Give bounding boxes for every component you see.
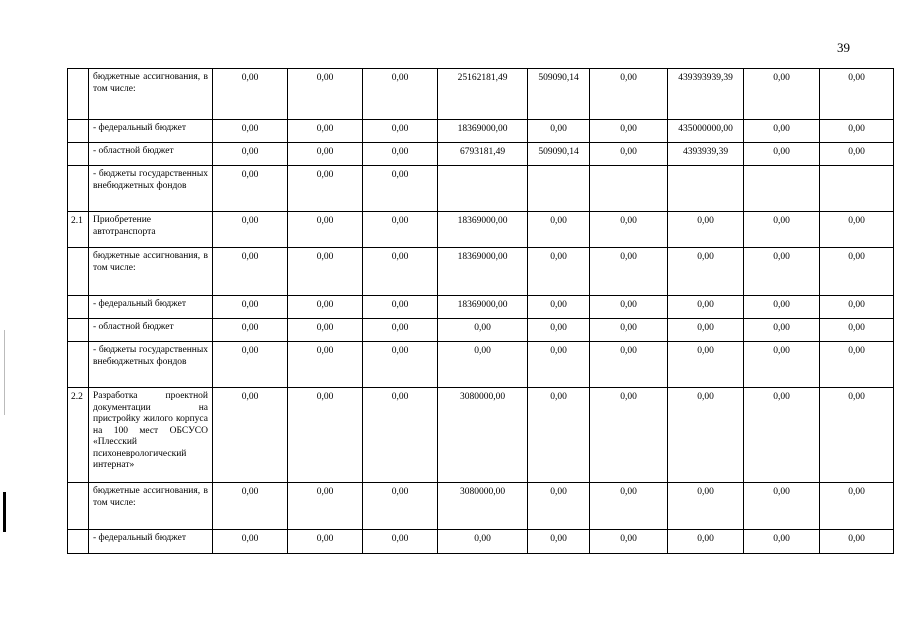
value-cell: 0,00 (820, 143, 894, 166)
row-number-cell: 2.1 (68, 212, 89, 248)
row-number-cell: 2.2 (68, 388, 89, 483)
value-cell: 0,00 (528, 388, 590, 483)
value-cell: 0,00 (668, 483, 744, 530)
table-row (68, 530, 894, 554)
value-cell: 0,00 (363, 212, 438, 248)
row-description-cell: - бюджеты государственных внебюджетных фондов (89, 166, 213, 212)
value-cell: 0,00 (288, 296, 363, 319)
value-cell: 0,00 (288, 69, 363, 120)
value-cell: 0,00 (668, 212, 744, 248)
value-cell: 0,00 (820, 530, 894, 554)
value-cell: 0,00 (213, 296, 288, 319)
value-cell: 6793181,49 (438, 143, 528, 166)
value-cell: 0,00 (213, 319, 288, 342)
value-cell: 0,00 (363, 166, 438, 212)
row-description-cell: - федеральный бюджет (89, 120, 213, 143)
value-cell: 0,00 (820, 212, 894, 248)
value-cell: 18369000,00 (438, 120, 528, 143)
value-cell: 0,00 (288, 143, 363, 166)
value-cell: 18369000,00 (438, 296, 528, 319)
value-cell: 0,00 (668, 342, 744, 388)
scan-edge-mark (4, 330, 5, 415)
value-cell (528, 166, 590, 212)
table-row (68, 296, 894, 319)
row-description-cell: бюджетные ассигнования, в том числе: (89, 248, 213, 296)
value-cell: 0,00 (288, 166, 363, 212)
value-cell: 0,00 (820, 483, 894, 530)
row-number-cell (68, 120, 89, 143)
value-cell: 0,00 (528, 483, 590, 530)
value-cell: 435000000,00 (668, 120, 744, 143)
value-cell: 0,00 (438, 530, 528, 554)
value-cell (820, 166, 894, 212)
value-cell: 0,00 (590, 120, 668, 143)
value-cell: 0,00 (213, 248, 288, 296)
row-description-cell: - федеральный бюджет (89, 296, 213, 319)
value-cell: 0,00 (744, 120, 820, 143)
value-cell: 0,00 (744, 483, 820, 530)
value-cell: 0,00 (590, 388, 668, 483)
value-cell: 0,00 (744, 319, 820, 342)
value-cell: 0,00 (288, 212, 363, 248)
value-cell: 0,00 (668, 248, 744, 296)
value-cell: 509090,14 (528, 69, 590, 120)
table-row (68, 319, 894, 342)
value-cell: 0,00 (744, 143, 820, 166)
value-cell: 0,00 (528, 319, 590, 342)
value-cell: 0,00 (820, 319, 894, 342)
value-cell: 509090,14 (528, 143, 590, 166)
row-number-cell (68, 69, 89, 120)
row-number-cell (68, 342, 89, 388)
row-description-cell: Разработка проектной документации на пристройку жилого корпуса на 100 мест ОБСУСО «Плесский психоневрологический интернат» (89, 388, 213, 483)
value-cell: 0,00 (213, 530, 288, 554)
value-cell: 0,00 (668, 530, 744, 554)
value-cell: 439393939,39 (668, 69, 744, 120)
value-cell: 25162181,49 (438, 69, 528, 120)
value-cell: 0,00 (213, 120, 288, 143)
value-cell (744, 166, 820, 212)
value-cell: 0,00 (288, 319, 363, 342)
row-number-cell (68, 143, 89, 166)
scan-edge-mark (3, 492, 6, 532)
row-number-cell (68, 530, 89, 554)
value-cell: 0,00 (363, 120, 438, 143)
row-number-cell (68, 166, 89, 212)
value-cell: 0,00 (820, 248, 894, 296)
value-cell: 0,00 (363, 143, 438, 166)
value-cell: 0,00 (820, 388, 894, 483)
value-cell: 0,00 (363, 296, 438, 319)
table-row (68, 166, 894, 212)
value-cell: 0,00 (288, 530, 363, 554)
row-description-cell: - областной бюджет (89, 319, 213, 342)
value-cell: 0,00 (363, 342, 438, 388)
value-cell: 0,00 (438, 342, 528, 388)
value-cell: 4393939,39 (668, 143, 744, 166)
row-description-cell: - федеральный бюджет (89, 530, 213, 554)
value-cell: 0,00 (590, 212, 668, 248)
value-cell: 0,00 (744, 342, 820, 388)
value-cell: 0,00 (820, 342, 894, 388)
value-cell: 0,00 (363, 530, 438, 554)
value-cell: 0,00 (528, 342, 590, 388)
value-cell: 0,00 (590, 530, 668, 554)
value-cell: 0,00 (590, 143, 668, 166)
row-description-cell: - областной бюджет (89, 143, 213, 166)
value-cell: 0,00 (820, 69, 894, 120)
value-cell: 0,00 (820, 120, 894, 143)
value-cell: 0,00 (288, 483, 363, 530)
value-cell: 18369000,00 (438, 248, 528, 296)
table-row (68, 120, 894, 143)
value-cell: 0,00 (744, 530, 820, 554)
value-cell: 0,00 (820, 296, 894, 319)
value-cell: 0,00 (288, 342, 363, 388)
table-row (68, 69, 894, 120)
value-cell (668, 166, 744, 212)
value-cell: 0,00 (213, 342, 288, 388)
row-description-cell: - бюджеты государственных внебюджетных фондов (89, 342, 213, 388)
value-cell: 3080000,00 (438, 483, 528, 530)
value-cell: 0,00 (590, 319, 668, 342)
table-row (68, 388, 894, 483)
value-cell: 0,00 (363, 69, 438, 120)
value-cell: 0,00 (528, 530, 590, 554)
value-cell: 0,00 (213, 143, 288, 166)
value-cell: 0,00 (363, 388, 438, 483)
value-cell: 0,00 (438, 319, 528, 342)
value-cell: 0,00 (590, 69, 668, 120)
value-cell: 0,00 (590, 296, 668, 319)
value-cell: 0,00 (213, 69, 288, 120)
table-row (68, 212, 894, 248)
table-row (68, 342, 894, 388)
value-cell: 0,00 (528, 296, 590, 319)
row-description-cell: Приобретение автотранспорта (89, 212, 213, 248)
value-cell: 0,00 (744, 212, 820, 248)
value-cell: 18369000,00 (438, 212, 528, 248)
value-cell: 0,00 (528, 212, 590, 248)
value-cell: 0,00 (668, 296, 744, 319)
table-row (68, 483, 894, 530)
value-cell: 0,00 (363, 248, 438, 296)
value-cell: 0,00 (363, 319, 438, 342)
value-cell: 0,00 (590, 342, 668, 388)
value-cell: 0,00 (288, 388, 363, 483)
row-number-cell (68, 483, 89, 530)
value-cell: 0,00 (288, 120, 363, 143)
value-cell: 0,00 (744, 248, 820, 296)
value-cell (438, 166, 528, 212)
value-cell: 0,00 (528, 248, 590, 296)
value-cell: 0,00 (213, 483, 288, 530)
budget-table (67, 68, 894, 554)
value-cell: 0,00 (363, 483, 438, 530)
value-cell: 0,00 (668, 319, 744, 342)
value-cell: 0,00 (590, 248, 668, 296)
row-description-cell: бюджетные ассигнования, в том числе: (89, 69, 213, 120)
value-cell: 0,00 (590, 483, 668, 530)
value-cell: 0,00 (213, 166, 288, 212)
page-number: 39 (837, 40, 850, 55)
value-cell: 0,00 (744, 388, 820, 483)
row-number-cell (68, 296, 89, 319)
value-cell: 0,00 (528, 120, 590, 143)
row-number-cell (68, 319, 89, 342)
value-cell: 0,00 (744, 69, 820, 120)
table-row (68, 143, 894, 166)
value-cell (590, 166, 668, 212)
value-cell: 0,00 (213, 388, 288, 483)
value-cell: 0,00 (213, 212, 288, 248)
value-cell: 0,00 (288, 248, 363, 296)
table-row (68, 248, 894, 296)
value-cell: 0,00 (668, 388, 744, 483)
row-description-cell: бюджетные ассигнования, в том числе: (89, 483, 213, 530)
value-cell: 3080000,00 (438, 388, 528, 483)
value-cell: 0,00 (744, 296, 820, 319)
row-number-cell (68, 248, 89, 296)
